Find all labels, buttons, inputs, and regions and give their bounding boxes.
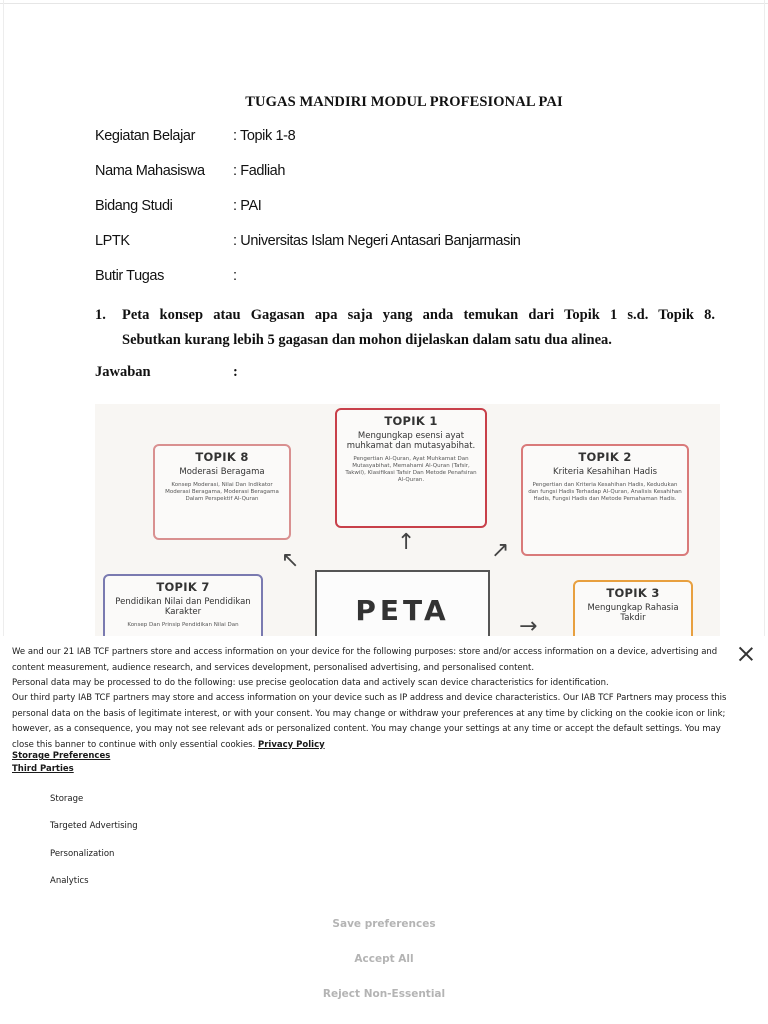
- question-text-line: Sebutkan kurang lebih 5 gagasan dan mohon dijelaskan dalam satu dua alinea.: [122, 332, 612, 348]
- category-storage[interactable]: Storage: [50, 794, 84, 804]
- topic-7-card: [103, 574, 263, 636]
- topic-detail: Pengertian dan Kriteria Kesahihan Hadis, Kedudukan dan fungsi Hadis Terhadap Al-Quran, Analisis Kesahihan Hadis, Fungsi Hadis dan Metode Pemahaman Hadis.: [528, 482, 682, 502]
- topic-detail: Konsep Dan Prinsip Pendidikan Nilai Dan: [127, 622, 239, 628]
- topic-3-card: [573, 580, 693, 636]
- arrow-up-right-icon: ↗: [491, 538, 510, 563]
- close-icon[interactable]: [737, 645, 755, 663]
- topic-subtitle: Kriteria Kesahihan Hadis: [553, 467, 657, 477]
- third-parties-link[interactable]: Third Parties: [12, 764, 74, 774]
- concept-map-center: PETA: [315, 570, 490, 636]
- meta-label: Nama Mahasiswa: [95, 163, 205, 179]
- meta-value: : Universitas Islam Negeri Antasari Banjarmasin: [233, 233, 521, 249]
- category-targeted-advertising[interactable]: Targeted Advertising: [50, 821, 138, 831]
- page-edge: [0, 3, 768, 4]
- topic-detail: Pengertian Al-Quran, Ayat Muhkamat Dan Mutasyabihat, Memahami Al-Quran (Tafsir, Takwil), Klasifikasi Tafsir Dan Metode Penafsiran Al-Quran.: [345, 456, 477, 483]
- meta-value: :: [233, 268, 237, 284]
- topic-1-card: [335, 408, 487, 528]
- topic-subtitle: Mengungkap esensi ayat muhkamat dan mutasyabihat.: [346, 431, 476, 451]
- arrow-up-icon: ↑: [397, 530, 416, 555]
- topic-8-card: [153, 444, 291, 540]
- consent-purposes-text: We and our 21 IAB TCF partners store and access information on your device for the following purposes: store and/or access information on a device, advertising and content measurement, audience research, and services development, personalised advertising, and personalised content.: [12, 647, 718, 673]
- meta-label: LPTK: [95, 233, 130, 249]
- topic-heading: TOPIK 8: [195, 450, 249, 464]
- answer-label: Jawaban: [95, 364, 151, 380]
- meta-label: Bidang Studi: [95, 198, 173, 214]
- answer-colon: :: [233, 364, 238, 380]
- arrow-up-left-icon: ↖: [281, 548, 300, 573]
- question-number: 1.: [95, 307, 106, 323]
- privacy-policy-link[interactable]: Privacy Policy: [258, 739, 325, 750]
- accept-all-button[interactable]: Accept All: [354, 953, 414, 965]
- meta-value: : PAI: [233, 198, 262, 214]
- cookie-banner: [0, 636, 768, 1024]
- storage-preferences-link[interactable]: Storage Preferences: [12, 751, 111, 761]
- topic-2-card: [521, 444, 689, 556]
- question-text-line: Peta konsep atau Gagasan apa saja yang anda temukan dari Topik 1 s.d. Topik 8.: [122, 307, 715, 323]
- document-title: TUGAS MANDIRI MODUL PROFESIONAL PAI: [245, 94, 563, 110]
- topic-detail: Konsep Moderasi, Nilai Dan Indikator Moderasi Beragama, Moderasi Beragama Dalam Perspektif Al-Quran: [165, 482, 279, 502]
- topic-subtitle: Pendidikan Nilai dan Pendidikan Karakter: [115, 597, 251, 617]
- arrow-right-icon: →: [519, 614, 538, 636]
- topic-heading: TOPIK 2: [578, 450, 632, 464]
- topic-subtitle: Mengungkap Rahasia Takdir: [587, 603, 679, 623]
- category-personalization[interactable]: Personalization: [50, 849, 115, 859]
- meta-value: : Topik 1-8: [233, 128, 296, 144]
- topic-heading: TOPIK 7: [156, 580, 210, 594]
- category-analytics[interactable]: Analytics: [50, 876, 89, 886]
- meta-value: : Fadliah: [233, 163, 286, 179]
- consent-partners-body: Our third party IAB TCF partners may store and access information on your device such as IP address and device characteristics. Our IAB TCF Partners may process this personal data on the basis of legitimate interest, or with your consent. You may change or withdraw your preferences at any time by clicking on the cookie icon or link; however, as a consequence, you may not see relevant ads or personalized content. You may change your settings at any time or accept the default settings. You may close this banner to continue with only essential cookies.: [12, 693, 727, 750]
- meta-label: Kegiatan Belajar: [95, 128, 196, 144]
- meta-label: Butir Tugas: [95, 268, 164, 284]
- concept-map-image: [95, 404, 720, 636]
- consent-processing-text: Personal data may be processed to do the following: use precise geolocation data and actively scan device characteristics for identification.: [12, 678, 609, 688]
- topic-heading: TOPIK 3: [606, 586, 660, 600]
- topic-heading: TOPIK 1: [384, 414, 438, 428]
- consent-partners-text: [12, 691, 732, 753]
- topic-subtitle: Moderasi Beragama: [179, 467, 265, 477]
- reject-non-essential-button[interactable]: Reject Non-Essential: [322, 988, 446, 1000]
- save-preferences-button[interactable]: Save preferences: [332, 918, 436, 930]
